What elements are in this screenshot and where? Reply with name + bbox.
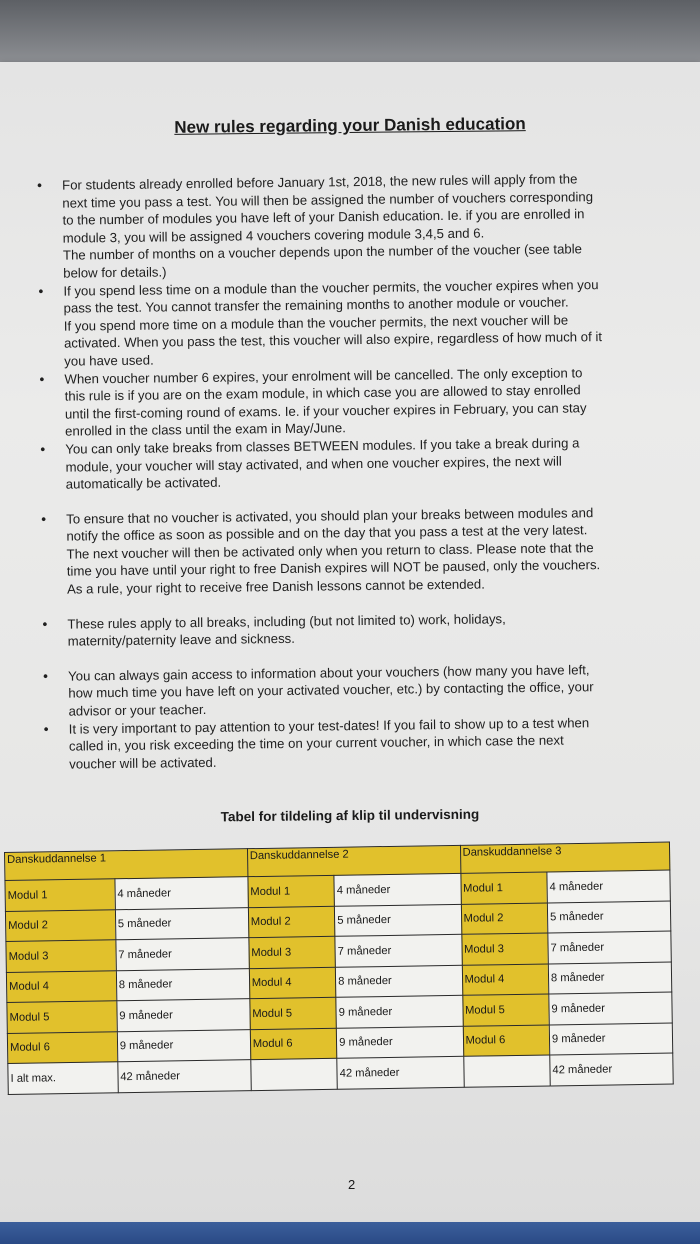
voucher-table — [4, 842, 674, 1095]
rule-text: You can always gain access to information about your vouchers (how many you have left, how much time you have left on your activated voucher, etc.) by contacting the office, your advisor or your teacher. — [68, 662, 594, 719]
rule-item — [39, 608, 669, 651]
table-cell: Modul 1 — [248, 875, 335, 907]
table-cell: Modul 4 — [462, 963, 549, 995]
table-cell: 9 måneder — [117, 1029, 250, 1062]
table-header-cell: Danskuddannelse 1 — [5, 849, 248, 881]
table-cell: 42 måneder — [337, 1056, 464, 1088]
rule-text: It is very important to pay attention to your test-dates! If you fail to show up to a test when called in, you risk exceeding the time on your current voucher, in which case the next voucher will be activated. — [68, 714, 590, 772]
table-cell: Modul 2 — [248, 906, 335, 938]
voucher-table-wrapper — [4, 842, 674, 1095]
page-number: 2 — [348, 1177, 356, 1192]
table-cell: Modul 6 — [7, 1031, 117, 1063]
table-cell: Modul 1 — [460, 872, 547, 904]
rule-text: You can only take breaks from classes BETWEEN modules. If you take a break during a module, your voucher will stay activated, and when one voucher expires, the next will automatically be activated. — [65, 435, 580, 492]
rule-text: To ensure that no voucher is activated, you should plan your breaks between modules and notify the office as soon as possible and on the day that you pass a test at the very latest. The next voucher will then be activated only when you return to class. Please note that the time you have until your right to free Danish expires will NOT be paused, only the vouchers. As a rule, your right to receive free Danish lessons cannot be extended. — [66, 504, 601, 597]
rule-text: For students already enrolled before January 1st, 2018, the new rules will apply from the next time you pass a test. You will then be assigned the number of vouchers corresponding to the number of modules you have left of your Danish education. Ie. if you are enrolled in module 3, you will be assigned 4 vouchers covering module 3,4,5 and 6. The number of months on a voucher depends upon the number of the voucher (see table below for details.) — [62, 171, 594, 281]
table-header-cell: Danskuddannelse 2 — [247, 845, 460, 876]
table-cell: Modul 3 — [6, 940, 116, 972]
rule-text: These rules apply to all breaks, including (but not limited to) work, holidays, maternity/paternity leave and sickness. — [67, 610, 506, 649]
table-cell: Modul 3 — [249, 936, 336, 968]
table-cell: Modul 4 — [6, 970, 116, 1002]
page-title: New rules regarding your Danish education — [174, 114, 526, 137]
table-cell: Modul 3 — [461, 933, 548, 965]
rule-item — [40, 660, 671, 720]
table-cell — [463, 1055, 550, 1087]
table-cell: 9 måneder — [549, 1023, 673, 1055]
bullet-icon: • — [36, 176, 43, 193]
table-cell: Modul 5 — [462, 994, 549, 1026]
table-header-cell: Danskuddannelse 3 — [460, 842, 670, 873]
rule-text: If you spend less time on a module than the voucher permits, the voucher expires when you pass the test. You cannot transfer the remaining months to another module or voucher. If you spend more time on a module than the voucher permits, the next voucher will be activated. When you pass the test, this voucher will also expire, regardless of how much of it you have used. — [63, 276, 603, 369]
bullet-icon: • — [43, 720, 49, 737]
table-cell: 42 måneder — [118, 1060, 251, 1093]
bullet-icon: • — [42, 667, 49, 684]
rule-item — [34, 169, 665, 282]
table-cell: 5 måneder — [115, 907, 248, 940]
table-cell: Modul 1 — [5, 879, 115, 911]
table-cell: I alt max. — [8, 1062, 118, 1094]
table-cell: Modul 2 — [5, 909, 115, 941]
table-caption: Tabel for tildeling af klip til undervisning — [220, 806, 480, 825]
bullet-icon: • — [39, 370, 45, 387]
table-cell: Modul 5 — [7, 1001, 117, 1033]
bullet-icon: • — [38, 282, 44, 299]
rules-list — [34, 169, 671, 773]
table-cell: 4 måneder — [115, 877, 248, 910]
table-cell: 7 måneder — [116, 938, 249, 971]
table-cell: 8 måneder — [116, 968, 249, 1001]
rule-item — [35, 275, 666, 371]
table-cell: 4 måneder — [334, 873, 461, 905]
table-cell: 42 måneder — [550, 1053, 674, 1085]
table-cell: 9 måneder — [117, 999, 250, 1032]
rule-item — [37, 433, 668, 493]
table-cell: 7 måneder — [548, 931, 672, 963]
rule-item — [41, 713, 672, 773]
table-cell: Modul 5 — [250, 997, 337, 1029]
table-cell: 9 måneder — [549, 992, 673, 1024]
rule-text: When voucher number 6 expires, your enrolment will be cancelled. The only exception to this rule is if you are on the exam module, in which case you are allowed to stay enrolled until the first-coming round of exams. Ie. if your voucher expires in February, you can stay enrolled in the class until the exam in May/June. — [64, 364, 587, 439]
bullet-icon: • — [41, 510, 47, 527]
table-cell: 5 måneder — [547, 901, 671, 933]
table-cell: 9 måneder — [336, 995, 463, 1027]
table-cell: Modul 2 — [461, 902, 548, 934]
table-cell: 9 måneder — [336, 1026, 463, 1058]
table-cell: Modul 4 — [249, 967, 336, 999]
bullet-icon: • — [42, 615, 48, 632]
rule-item — [38, 503, 669, 599]
bullet-icon: • — [40, 440, 46, 457]
table-cell: 8 måneder — [336, 965, 463, 997]
table-cell — [251, 1058, 338, 1090]
table-cell: 5 måneder — [335, 904, 462, 936]
background-bottom — [0, 1222, 700, 1244]
table-cell: Modul 6 — [463, 1024, 550, 1056]
table-cell: 4 måneder — [547, 870, 671, 902]
document-page — [0, 62, 700, 1232]
table-cell: 7 måneder — [335, 934, 462, 966]
table-cell: 8 måneder — [548, 962, 672, 994]
table-cell: Modul 6 — [250, 1028, 337, 1060]
rule-item — [36, 363, 667, 441]
